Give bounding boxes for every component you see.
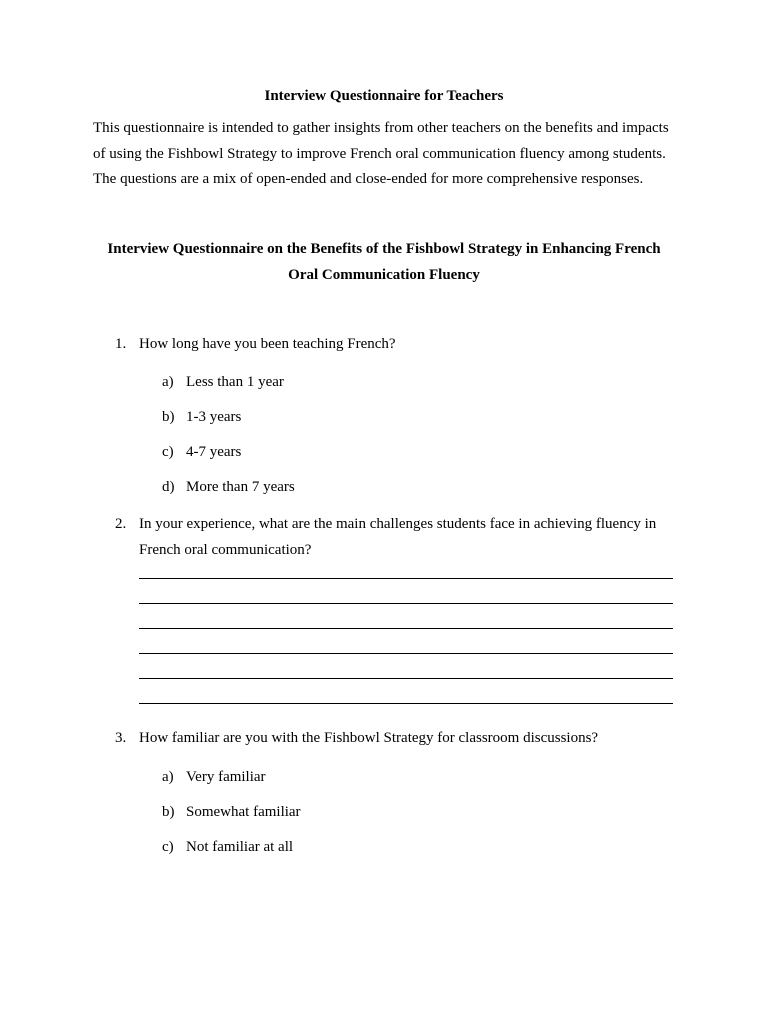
answer-line[interactable] [139,628,673,629]
option-item[interactable] [139,407,675,427]
question-3 [93,726,675,857]
option-list [139,372,675,497]
section-subtitle [93,236,675,288]
question-text: In your experience, what are the main challenges students face in achieving fluency in French oral communication? [139,516,657,558]
option-text: Somewhat familiar [186,803,301,820]
answer-line[interactable] [139,578,673,579]
option-letter: d) [162,479,175,495]
option-text: 4-7 years [186,444,242,460]
document-page [93,86,675,857]
question-text: How familiar are you with the Fishbowl Strategy for classroom discussions? [139,730,599,746]
question-number: 1. [115,335,127,352]
option-letter: a) [162,374,174,390]
intro-paragraph: This questionnaire is intended to gather insights from other teachers on the benefits and impacts of using the Fishbowl Strategy to improve French oral communication fluency among students. The questions are a mix of open-ended and close-ended for more comprehensive responses. [93,120,669,187]
option-letter: b) [162,409,175,425]
answer-line[interactable] [139,653,673,654]
answer-lines [139,578,675,704]
question-list [93,332,675,857]
option-letter: b) [162,803,175,820]
option-item[interactable] [139,477,675,497]
option-text: 1-3 years [186,409,242,425]
question-number: 3. [115,730,127,746]
option-list [139,767,675,857]
option-text: Not familiar at all [186,838,294,855]
option-item[interactable] [139,372,675,392]
option-text: Very familiar [186,768,266,785]
answer-line[interactable] [139,603,673,604]
option-letter: a) [162,768,174,785]
question-text: How long have you been teaching French? [139,335,396,352]
answer-line[interactable] [139,703,673,704]
option-item[interactable] [139,837,675,857]
option-item[interactable] [139,767,675,787]
option-item[interactable] [139,442,675,462]
section-subtitle-line-1: Interview Questionnaire on the Benefits of the Fishbowl Strategy in Enhancing French [107,240,661,257]
option-letter: c) [162,444,174,460]
answer-line[interactable] [139,678,673,679]
question-2 [93,512,675,704]
option-text: More than 7 years [186,479,295,495]
option-text: Less than 1 year [186,374,284,390]
section-subtitle-line-2: Oral Communication Fluency [288,266,480,283]
option-item[interactable] [139,802,675,822]
question-number: 2. [115,516,127,532]
question-1 [93,332,675,513]
document-title: Interview Questionnaire for Teachers [264,88,504,104]
option-letter: c) [162,838,174,855]
